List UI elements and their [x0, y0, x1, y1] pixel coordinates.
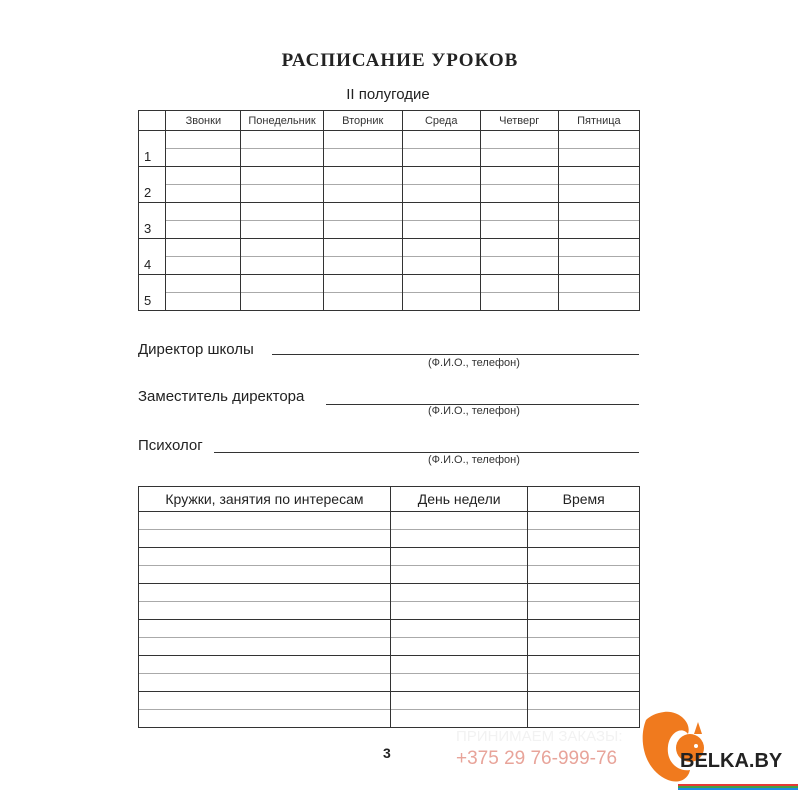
- schedule-cell[interactable]: [558, 203, 639, 239]
- watermark-line2: +375 29 76-999-76: [456, 748, 618, 769]
- squirrel-logo-icon: [638, 700, 798, 790]
- schedule-cell[interactable]: [402, 131, 480, 167]
- schedule-cell[interactable]: [166, 167, 241, 203]
- clubs-header-row: [139, 487, 640, 512]
- schedule-cell[interactable]: [480, 275, 558, 311]
- clubs-cell[interactable]: [139, 620, 391, 656]
- schedule-cell[interactable]: [241, 167, 323, 203]
- clubs-cell[interactable]: [139, 548, 391, 584]
- schedule-cell[interactable]: [323, 203, 402, 239]
- schedule-cell[interactable]: [241, 203, 323, 239]
- clubs-cell[interactable]: [528, 548, 640, 584]
- lesson-number: 5: [139, 275, 166, 311]
- clubs-table: [138, 486, 640, 728]
- clubs-row: [139, 548, 640, 584]
- clubs-cell[interactable]: [390, 692, 527, 728]
- schedule-row: [139, 239, 640, 275]
- schedule-cell[interactable]: [166, 203, 241, 239]
- watermark-line1: ПРИНИМАЕМ ЗАКАЗЫ:: [456, 728, 623, 745]
- deputy-hint: (Ф.И.О., телефон): [428, 405, 520, 417]
- clubs-row: [139, 512, 640, 548]
- logo-text: BELKA.BY: [680, 750, 783, 772]
- schedule-cell[interactable]: [166, 131, 241, 167]
- schedule-cell[interactable]: [402, 203, 480, 239]
- page-subtitle: II полугодие: [346, 86, 430, 103]
- schedule-row: [139, 167, 640, 203]
- director-label: Директор школы: [138, 341, 254, 358]
- deputy-label: Заместитель директора: [138, 388, 305, 405]
- schedule-cell[interactable]: [241, 275, 323, 311]
- psychologist-field[interactable]: [214, 438, 639, 453]
- schedule-cell[interactable]: [480, 131, 558, 167]
- schedule-cell[interactable]: [323, 167, 402, 203]
- clubs-cell[interactable]: [390, 656, 527, 692]
- clubs-cell[interactable]: [528, 656, 640, 692]
- psychologist-label: Психолог: [138, 437, 203, 454]
- schedule-cell[interactable]: [558, 167, 639, 203]
- clubs-row: [139, 620, 640, 656]
- header-tuesday: Вторник: [323, 111, 402, 131]
- director-field[interactable]: [272, 340, 639, 355]
- header-time: Время: [528, 487, 640, 512]
- clubs-cell[interactable]: [139, 656, 391, 692]
- lesson-number: 1: [139, 131, 166, 167]
- deputy-field[interactable]: [326, 390, 639, 405]
- schedule-table: [138, 110, 640, 311]
- clubs-row: [139, 656, 640, 692]
- schedule-cell[interactable]: [480, 203, 558, 239]
- clubs-cell[interactable]: [528, 584, 640, 620]
- clubs-cell[interactable]: [390, 548, 527, 584]
- schedule-cell[interactable]: [166, 239, 241, 275]
- schedule-cell[interactable]: [323, 131, 402, 167]
- schedule-cell[interactable]: [480, 167, 558, 203]
- header-bells: Звонки: [166, 111, 241, 131]
- clubs-row: [139, 584, 640, 620]
- clubs-cell[interactable]: [139, 692, 391, 728]
- schedule-header-row: [139, 111, 640, 131]
- schedule-cell[interactable]: [241, 239, 323, 275]
- schedule-row: [139, 275, 640, 311]
- schedule-cell[interactable]: [241, 131, 323, 167]
- clubs-cell[interactable]: [139, 584, 391, 620]
- schedule-cell[interactable]: [402, 167, 480, 203]
- page-number: 3: [383, 745, 391, 761]
- schedule-row: [139, 131, 640, 167]
- clubs-cell[interactable]: [390, 620, 527, 656]
- schedule-cell[interactable]: [558, 275, 639, 311]
- header-monday: Понедельник: [241, 111, 323, 131]
- clubs-row: [139, 692, 640, 728]
- schedule-cell[interactable]: [558, 131, 639, 167]
- page-title: РАСПИСАНИЕ УРОКОВ: [281, 50, 519, 71]
- clubs-cell[interactable]: [390, 512, 527, 548]
- header-thursday: Четверг: [480, 111, 558, 131]
- header-wednesday: Среда: [402, 111, 480, 131]
- schedule-cell[interactable]: [402, 239, 480, 275]
- clubs-cell[interactable]: [390, 584, 527, 620]
- clubs-cell[interactable]: [528, 692, 640, 728]
- schedule-cell[interactable]: [558, 239, 639, 275]
- lesson-number: 2: [139, 167, 166, 203]
- schedule-row: [139, 203, 640, 239]
- header-weekday: День недели: [390, 487, 527, 512]
- lesson-number: 4: [139, 239, 166, 275]
- lesson-number: 3: [139, 203, 166, 239]
- clubs-cell[interactable]: [139, 512, 391, 548]
- schedule-cell[interactable]: [166, 275, 241, 311]
- clubs-cell[interactable]: [528, 620, 640, 656]
- schedule-cell[interactable]: [402, 275, 480, 311]
- header-empty: [139, 111, 166, 131]
- schedule-cell[interactable]: [323, 275, 402, 311]
- psychologist-hint: (Ф.И.О., телефон): [428, 454, 520, 466]
- header-clubs: Кружки, занятия по интересам: [139, 487, 391, 512]
- header-friday: Пятница: [558, 111, 639, 131]
- schedule-cell[interactable]: [480, 239, 558, 275]
- clubs-cell[interactable]: [528, 512, 640, 548]
- director-hint: (Ф.И.О., телефон): [428, 357, 520, 369]
- schedule-cell[interactable]: [323, 239, 402, 275]
